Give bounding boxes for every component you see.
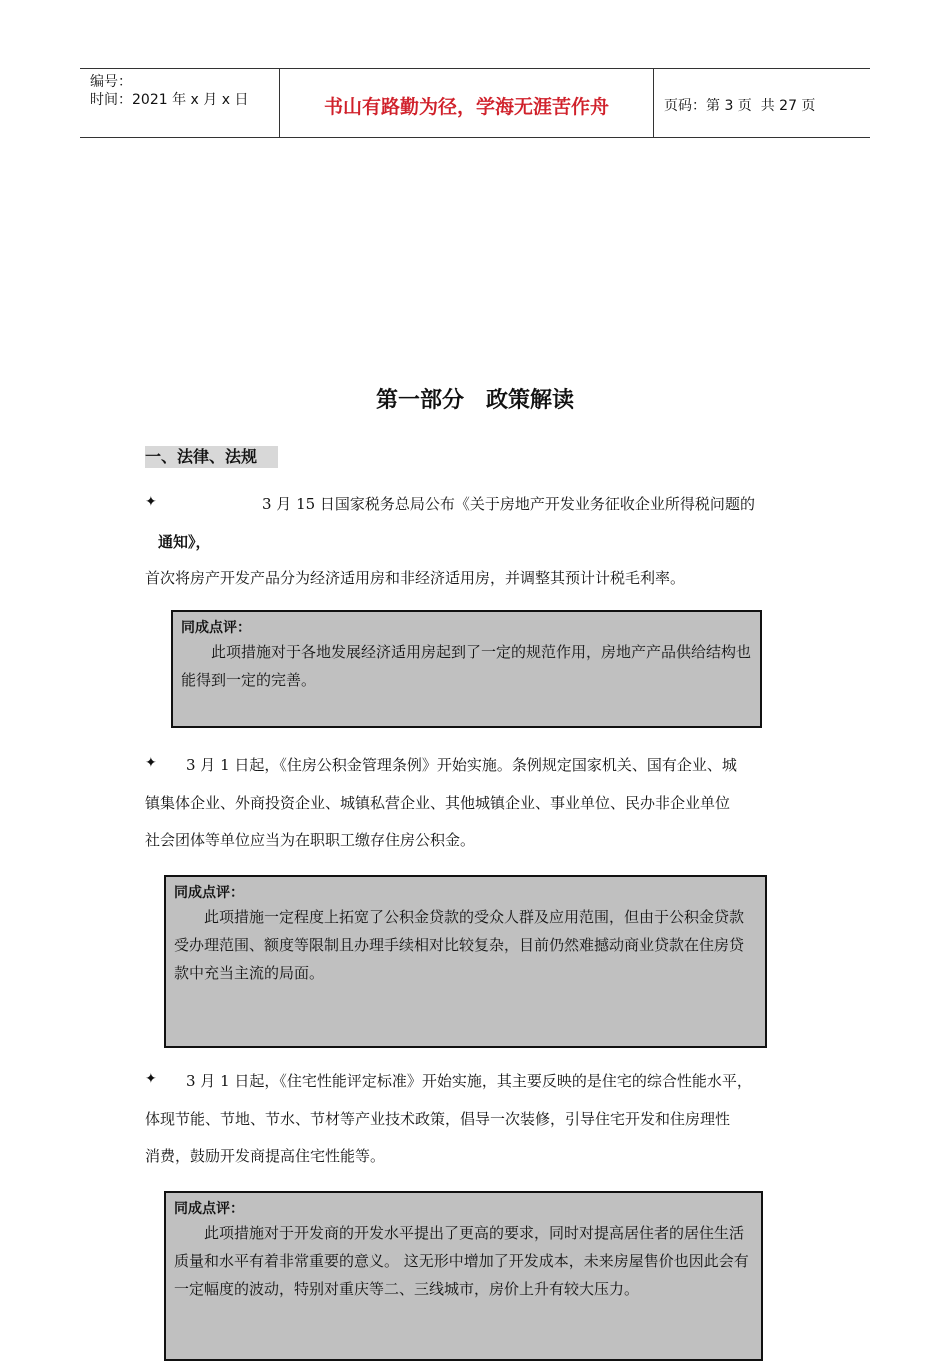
comment-text: 此项措施对于开发商的开发水平提出了更高的要求，同时对提高居住者的居住生活质量和水平有着非常重要的意义。 这无形中增加了开发成本，未来房屋售价也因此会有一定幅度的波动，特别对重庆等二、三线城市，房价上升有较大压力。 xyxy=(174,1224,749,1298)
item-2-line-3: 社会团体等单位应当为在职职工缴存住房公积金。 xyxy=(145,831,476,849)
page-info-text: 页码：第 3 页 共 27 页 xyxy=(664,98,816,114)
comment-box-3 xyxy=(164,1191,763,1361)
item-1-line-3: 首次将房产开发产品分为经济适用房和非经济适用房，并调整其预计计税毛利率。 xyxy=(145,569,686,587)
comment-text: 此项措施对于各地发展经济适用房起到了一定的规范作用，房地产产品供给结构也能得到一定的完善。 xyxy=(181,643,752,689)
comment-label: 同成点评： xyxy=(174,1201,244,1217)
header-left-cell xyxy=(80,69,280,137)
comment-label: 同成点评： xyxy=(174,885,244,901)
time-label: 时间：2021 年 x 月 x 日 xyxy=(90,92,249,108)
bullet-icon: ✦ xyxy=(145,1071,157,1087)
item-2-line-2: 镇集体企业、外商投资企业、城镇私营企业、其他城镇企业、事业单位、民办非企业单位 xyxy=(145,794,731,812)
bullet-icon: ✦ xyxy=(145,494,157,510)
page-title: 第一部分 政策解读 xyxy=(375,388,574,413)
header-page-info xyxy=(654,69,870,137)
item-2-line-1: 3 月 1 日起，《住房公积金管理条例》开始实施。条例规定国家机关、国有企业、城 xyxy=(186,756,737,774)
item-3-line-2: 体现节能、节地、节水、节材等产业技术政策，倡导一次装修，引导住宅开发和住房理性 xyxy=(145,1110,731,1128)
item-1-line-1: 3 月 15 日国家税务总局公布《关于房地产开发业务征收企业所得税问题的 xyxy=(262,495,755,513)
comment-label: 同成点评： xyxy=(181,620,251,636)
comment-box-1 xyxy=(171,610,762,728)
comment-box-2 xyxy=(164,875,767,1048)
number-label: 编号： xyxy=(90,74,132,90)
comment-text: 此项措施一定程度上拓宽了公积金贷款的受众人群及应用范围，但由于公积金贷款受办理范围、额度等限制且办理手续相对比较复杂，目前仍然难撼动商业贷款在住房贷款中充当主流的局面。 xyxy=(174,908,745,982)
header-motto: 书山有路勤为径，学海无涯苦作舟 xyxy=(280,69,654,137)
item-1-line-2: 通知》， xyxy=(158,533,211,551)
header-table xyxy=(80,68,870,138)
section-heading: 一、法律、法规 xyxy=(145,446,278,468)
item-3-line-3: 消费，鼓励开发商提高住宅性能等。 xyxy=(145,1147,386,1165)
item-3-line-1: 3 月 1 日起，《住宅性能评定标准》开始实施，其主要反映的是住宅的综合性能水平， xyxy=(186,1072,752,1090)
bullet-icon: ✦ xyxy=(145,755,157,771)
